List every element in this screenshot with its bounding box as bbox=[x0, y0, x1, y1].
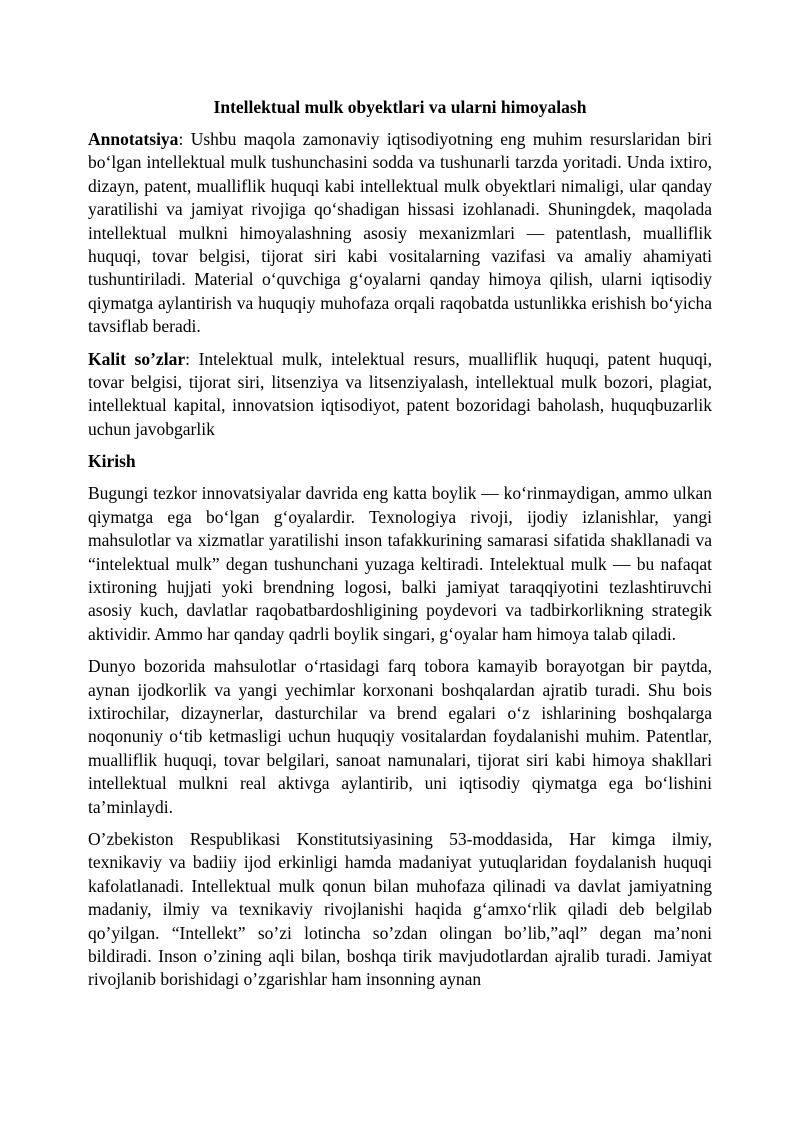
keywords-label: Kalit so’zlar bbox=[88, 348, 186, 369]
body-paragraph: Dunyo bozorida mahsulotlar o‘rtasidagi farq tobora kamayib borayotgan bir paytda, aynan ijodkorlik va yangi yechimlar korxonani boshqalardan ajratib turadi. Shu bois ixtirochilar, dizaynerlar, dasturchilar va brend egalari o‘z ishlarining boshqalarga noqonuniy o‘tib ketmasligi uchun huquqiy vositalardan foydalanishi muhim. Patentlar, mualliflik huquqi, tovar belgilari, sanoat namunalari, tijorat siri kabi himoya shakllari intellektual mulkni real aktivga aylantirib, uni iqtisodiy qiymatga ega bo‘lishini ta’minlaydi. bbox=[88, 656, 712, 817]
keywords-paragraph bbox=[88, 348, 712, 442]
body-paragraph: Bugungi tezkor innovatsiyalar davrida eng katta boylik — ko‘rinmaydigan, ammo ulkan qiymatga ega bo‘lgan g‘oyalardir. Texnologiya rivoji, ijodiy izlanishlar, yangi mahsulotlar va xizmatlar yaratilishi inson tafakkurining samarasi sifatida shakllanadi va “intelektual mulk” degan tushunchani yuzaga keltiradi. Intelektual mulk — bu nafaqat ixtironing hujjati yoki brendning logosi, balki jamiyat taraqqiyotini tezlashtiruvchi asosiy kuch, davlatlar raqobatbardoshligining poydevori va tadbirkorlikning strategik aktividir. Ammo har qanday qadrli boylik singari, g‘oyalar ham himoya talab qiladi. bbox=[88, 483, 712, 644]
annotation-text: : Ushbu maqola zamonaviy iqtisodiyotning eng muhim resurslaridan biri bo‘lgan intellektual mulk tushunchasini sodda va tushunarli tarzda yoritadi. Unda ixtiro, dizayn, patent, mualliflik huquqi kabi intellektual mulk obyektlari nimaligi, ular qanday yaratilishi va jamiyat rivojiga qo‘shadigan hissasi izohlanadi. Shuningdek, maqolada intellektual mulkni himoyalashning asosiy mexanizmlari — patentlash, mualliflik huquqi, tovar belgisi, tijorat siri kabi vositalarning vazifasi va amaliy ahamiyati tushuntiriladi. Material o‘quvchiga g‘oyalarni qanday himoya qilish, ularni iqtisodiy qiymatga aylantirish va huquqiy muhofaza orqali raqobatda ustunlikka erishish bo‘yicha tavsiflab beradi. bbox=[88, 129, 712, 337]
annotation-label: Annotatsiya bbox=[88, 129, 179, 149]
body-paragraph: O’zbekiston Respublikasi Konstitutsiyasining 53-moddasida, Har kimga ilmiy, texnikaviy va badiiy ijod erkinligi hamda madaniyat yutuqlaridan foydalanish huquqi kafolatlanadi. Intellektual mulk qonun bilan muhofaza qilinadi va davlat jamiyatning madaniy, ilmiy va texnikaviy rivojlanishi haqida g‘amxo‘rlik qiladi deb belgilab qo’yilgan. “Intellekt” so’zi lotincha so’zdan olingan bo’lib,”aql” degan ma’noni bildiradi. Inson o’zining aqli bilan, boshqa tirik mavjudotlardan ajralib turadi. Jamiyat rivojlanib borishidagi o’zgarishlar ham insonning aynan bbox=[88, 828, 712, 990]
keywords-text: : Intelektual mulk, intelektual resurs, mualliflik huquqi, patent huquqi, tovar belgisi, tijorat siri, litsenziya va litsenziyalash, intellektual mulk bozori, plagiat, intellektual kapital, innovatsion iqtisodiyot, patent bozoridagi baholash, huquqbuzarlik uchun javobgarlik bbox=[88, 348, 712, 439]
document-title: Intellektual mulk obyektlari va ularni himoyalash bbox=[213, 97, 587, 117]
intro-heading: Kirish bbox=[88, 451, 136, 472]
annotation-paragraph bbox=[88, 128, 712, 339]
